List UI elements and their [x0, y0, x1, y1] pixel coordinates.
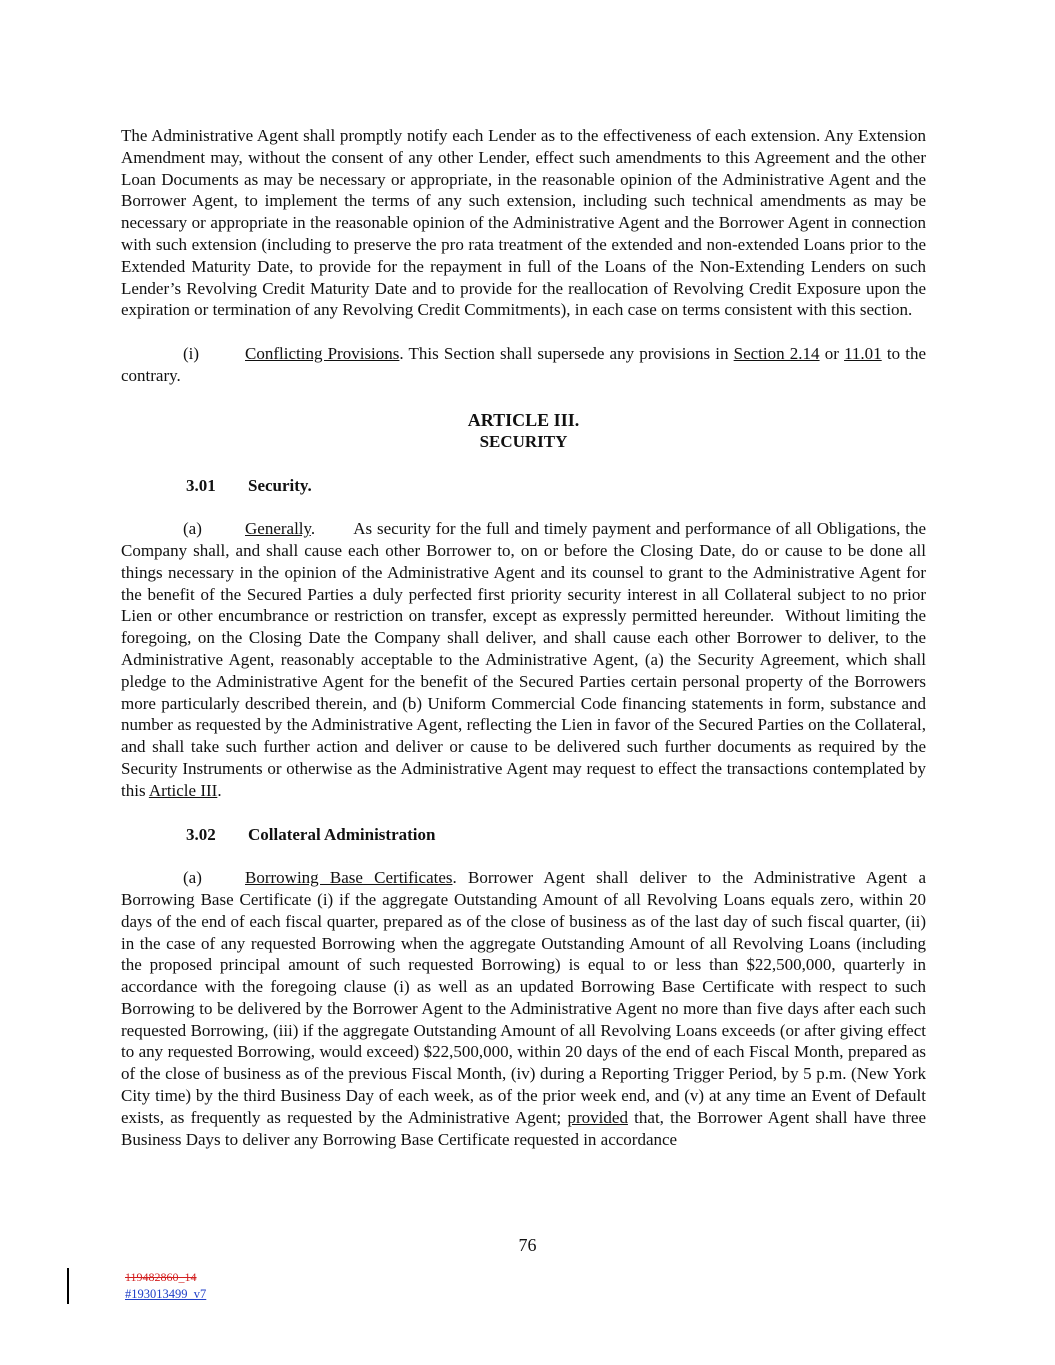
section-3-02-clause-a	[121, 867, 926, 1150]
section-11-01-ref: 11.01	[844, 343, 882, 363]
section-3-01-number: 3.01	[186, 475, 216, 495]
section-3-02-title: Collateral Administration	[248, 824, 436, 844]
article-subtitle: SECURITY	[479, 431, 568, 451]
clause-i-title: Conflicting Provisions	[245, 343, 400, 363]
article-title: ARTICLE III.	[467, 409, 580, 430]
clause-i-text-a: . This Section shall supersede any provisions in	[399, 343, 734, 363]
article-iii-ref: Article III	[148, 780, 218, 800]
clause-a-title: Generally	[245, 519, 311, 539]
clause-a-label: (a)	[183, 868, 202, 888]
clause-a-text-end: that, the Borrower Agent shall have three Business Days to deliver any Borrowing Base Certificate requested in accordance	[121, 1107, 927, 1149]
provided-term: provided	[567, 1107, 628, 1127]
document-page	[121, 125, 931, 1150]
section-3-01-heading	[121, 475, 926, 497]
clause-a-end: .	[217, 780, 222, 800]
old-document-id: 119482860_14	[125, 1270, 197, 1284]
section-3-02-heading	[121, 824, 926, 846]
section-2-14-ref: Section 2.14	[733, 343, 820, 363]
clause-a-title: Borrowing Base Certificates	[245, 868, 453, 888]
section-3-02-number: 3.02	[186, 824, 216, 844]
page-number: 76	[518, 1235, 537, 1255]
clause-i-paragraph	[121, 343, 926, 387]
section-3-01-clause-a	[121, 518, 931, 801]
article-heading	[121, 409, 926, 453]
clause-i-text-c: to the contrary.	[121, 343, 927, 385]
clause-a-text: . Borrower Agent shall deliver to the Administrative Agent a Borrowing Base Certificate (i) if the aggregate Outstanding Amount of all Revolving Loans equals zero, within 20 days of the end of each fiscal quarter, prepared as of the close of business as of the last day of such fiscal quarter, (ii) in the case of any requested Borrowing when the aggregate Outstanding Amount of all Revolving Loans (including the proposed principal amount of such requested Borrowing) is equal to or less than $22,500,000, quarterly in accordance with the foregoing clause (i) as well as an updated Borrowing Base Certificate with respect to such Borrowing to be delivered by the Borrower Agent to the Administrative Agent no more than five days after each such requested Borrowing, (iii) if the aggregate Outstanding Amount of all Revolving Loans exceeds (or after giving effect to any requested Borrowing, would exceed) $22,500,000, within 20 days of the end of each Fiscal Month, prepared as of the close of business as of the previous Fiscal Month, (iv) during a Reporting Trigger Period, by 5 p.m. (New York City time) by the third Business Day of each week, as of the prior week end, and (v) at any time an Event of Default exists, as frequently as requested by the Administrative Agent;	[121, 868, 927, 1127]
clause-i-text-b: or	[819, 343, 845, 363]
intro-paragraph: The Administrative Agent shall promptly notify each Lender as to the effectiveness of each extension. Any Extension Amendment may, without the consent of any other Lender, effect such amendments to this Agreement and the other Loan Documents as may be necessary or appropriate, in the reasonable opinion of the Administrative Agent and the Borrower Agent, to implement the terms of any such extension, including such technical amendments as may be necessary or appropriate in the reasonable opinion of the Administrative Agent and the Borrower Agent in connection with such extension (including to preserve the pro rata treatment of the extended and non-extended Loans prior to the Extended Maturity Date, to provide for the repayment in full of the Loans of the Non-Extending Lenders on such Lender’s Revolving Credit Maturity Date and to provide for the reallocation of Revolving Credit Exposure upon the expiration or termination of any Revolving Credit Commitments), in each case on terms consistent with this section.	[121, 126, 926, 320]
new-document-id: #193013499_v7	[125, 1287, 207, 1301]
section-3-01-title: Security.	[248, 475, 312, 495]
change-bar	[67, 1268, 69, 1304]
clause-a-label: (a)	[183, 519, 202, 539]
clause-a-text: . As security for the full and timely payment and performance of all Obligations, the Company shall, and shall cause each other Borrower to, on or before the Closing Date, do or cause to be done all things necessary in the opinion of the Administrative Agent and its counsel to grant to the Administrative Agent for the benefit of the Secured Parties a duly perfected first priority security interest in all Collateral subject to no prior Lien or other encumbrance or restriction on transfer, except as expressly permitted hereunder. Without limiting the foregoing, on the Closing Date the Company shall deliver, and shall cause each other Borrower to deliver, to the Administrative Agent, reasonably acceptable to the Administrative Agent, (a) the Security Agreement, which shall pledge to the Administrative Agent for the benefit of the Secured Parties certain personal property of the Borrowers more particularly described therein, and (b) Uniform Commercial Code financing statements in form, substance and number as requested by the Administrative Agent, reflecting the Lien in favor of the Secured Parties on the Collateral, and shall take such further action and deliver or cause to be delivered such further documents as required by the Security Instruments or otherwise as the Administrative Agent may request to effect the transactions contemplated by this	[121, 519, 931, 800]
clause-i-label: (i)	[183, 343, 200, 363]
